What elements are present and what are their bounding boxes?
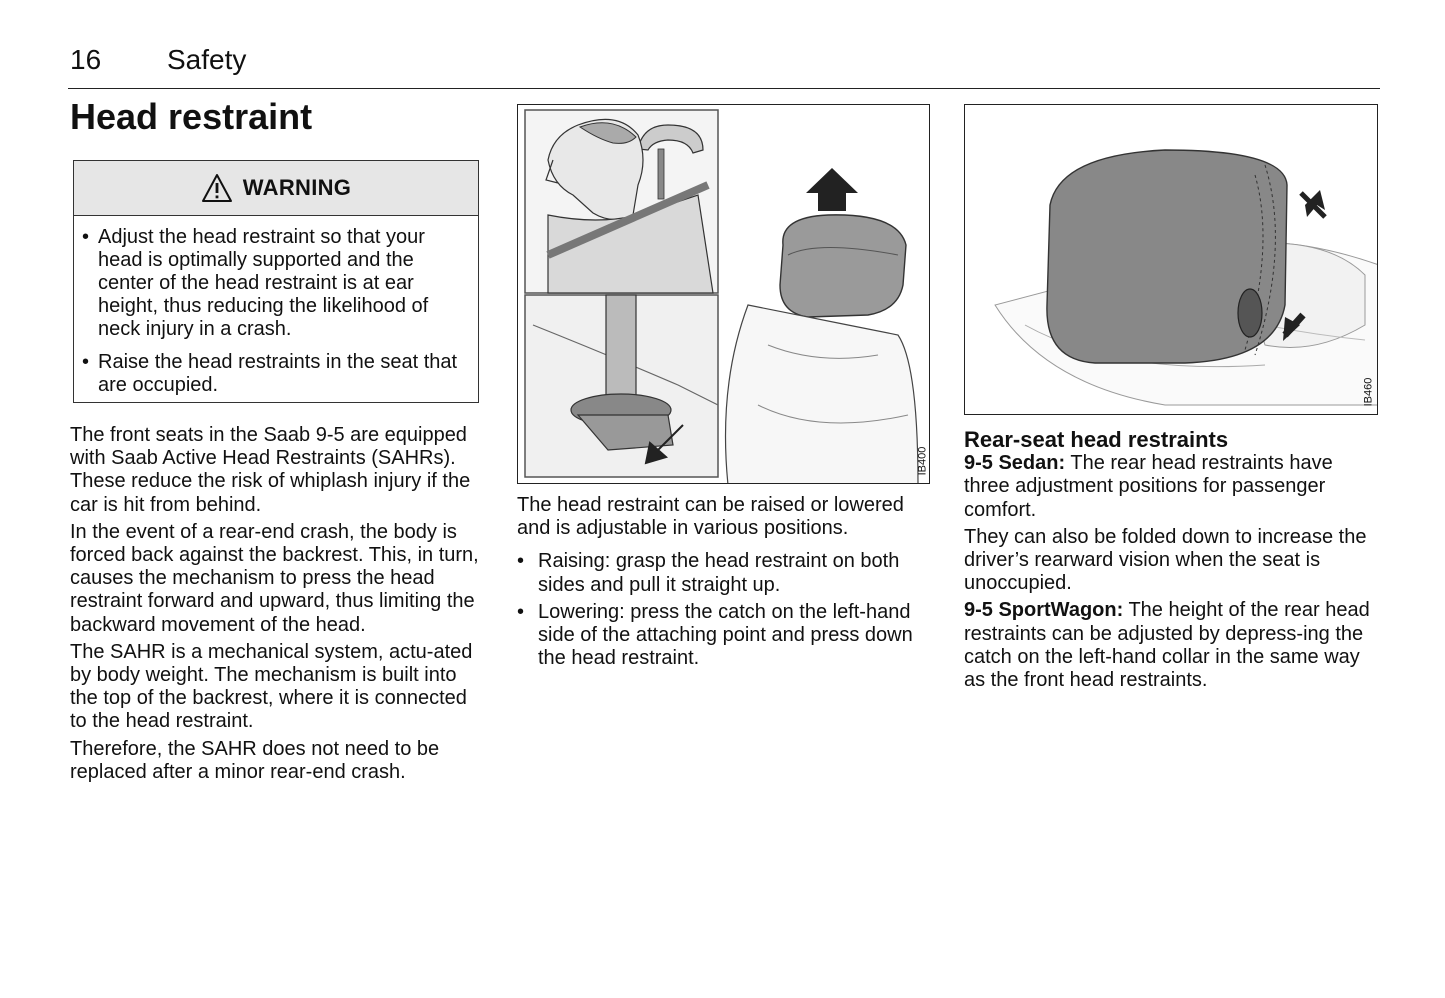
page-title: Head restraint: [70, 96, 313, 137]
paragraph: In the event of a rear-end crash, the body is forced back against the backrest. This, in turn, causes the mechanism to press the head restraint forward and upward, thus limiting the backward movement of the head.: [70, 520, 479, 636]
page-number: 16: [70, 44, 102, 75]
warning-list: [74, 216, 478, 397]
paragraph: The SAHR is a mechanical system, actu-ated by body weight. The mechanism is built into the top of the backrest, where it is connected to the head restraint.: [70, 640, 473, 733]
figure-code: IB400: [916, 446, 929, 476]
rear-head-restraint-illustration: [965, 105, 1378, 415]
front-head-restraint-illustration: [518, 105, 930, 484]
figure-code: IB460: [1362, 377, 1375, 407]
warning-box: [73, 160, 479, 403]
header-divider: [68, 88, 1380, 89]
section-title: Safety: [167, 44, 247, 75]
paragraph: Therefore, the SAHR does not need to be replaced after a minor rear-end crash.: [70, 737, 440, 783]
subsection-heading: Rear-seat head restraints: [964, 427, 1229, 452]
paragraph: The front seats in the Saab 9-5 are equipped with Saab Active Head Restraints (SAHRs). These reduce the risk of whiplash injury if the car is hit from behind.: [70, 424, 471, 516]
paragraph-text: The rear head restraints have three adjustment positions for passenger comfort.: [964, 452, 1333, 521]
paragraph: The head restraint can be raised or lowered and is adjustable in various positions.: [517, 494, 904, 540]
list-item: • Raising: grasp the head restraint on both sides and pull it straight up.: [517, 550, 929, 596]
paragraph: [964, 452, 1378, 522]
paragraph-text: The height of the rear head restraints can be adjusted by depress-ing the catch on the left-hand collar in the same way as the front head restraints.: [964, 599, 1370, 692]
adjust-steps-list: [517, 550, 929, 670]
rear-head-restraint-figure: [964, 104, 1378, 415]
warning-title: WARNING: [242, 175, 352, 200]
warning-item: • Adjust the head restraint so that your head is optimally supported and the center of the head restraint is at ear height, thus reducing the likelihood of neck injury in a crash.: [80, 226, 466, 341]
warning-triangle-icon: [201, 173, 233, 203]
front-head-restraint-figure: [517, 104, 930, 484]
paragraph: They can also be folded down to increase the driver’s rearward vision when the seat is unoccupied.: [964, 525, 1367, 595]
paragraph: [964, 599, 1378, 692]
column-1-text: [70, 424, 482, 788]
list-item: • Lowering: press the catch on the left-hand side of the attaching point and press down the head restraint.: [517, 601, 929, 671]
column-3-text: [964, 428, 1378, 696]
term-label: 9-5 SportWagon:: [964, 599, 1124, 622]
term-label: 9-5 Sedan:: [964, 452, 1066, 475]
warning-item: • Raise the head restraints in the seat that are occupied.: [80, 351, 466, 397]
warning-header: [74, 161, 478, 216]
column-2-text: [517, 494, 929, 674]
